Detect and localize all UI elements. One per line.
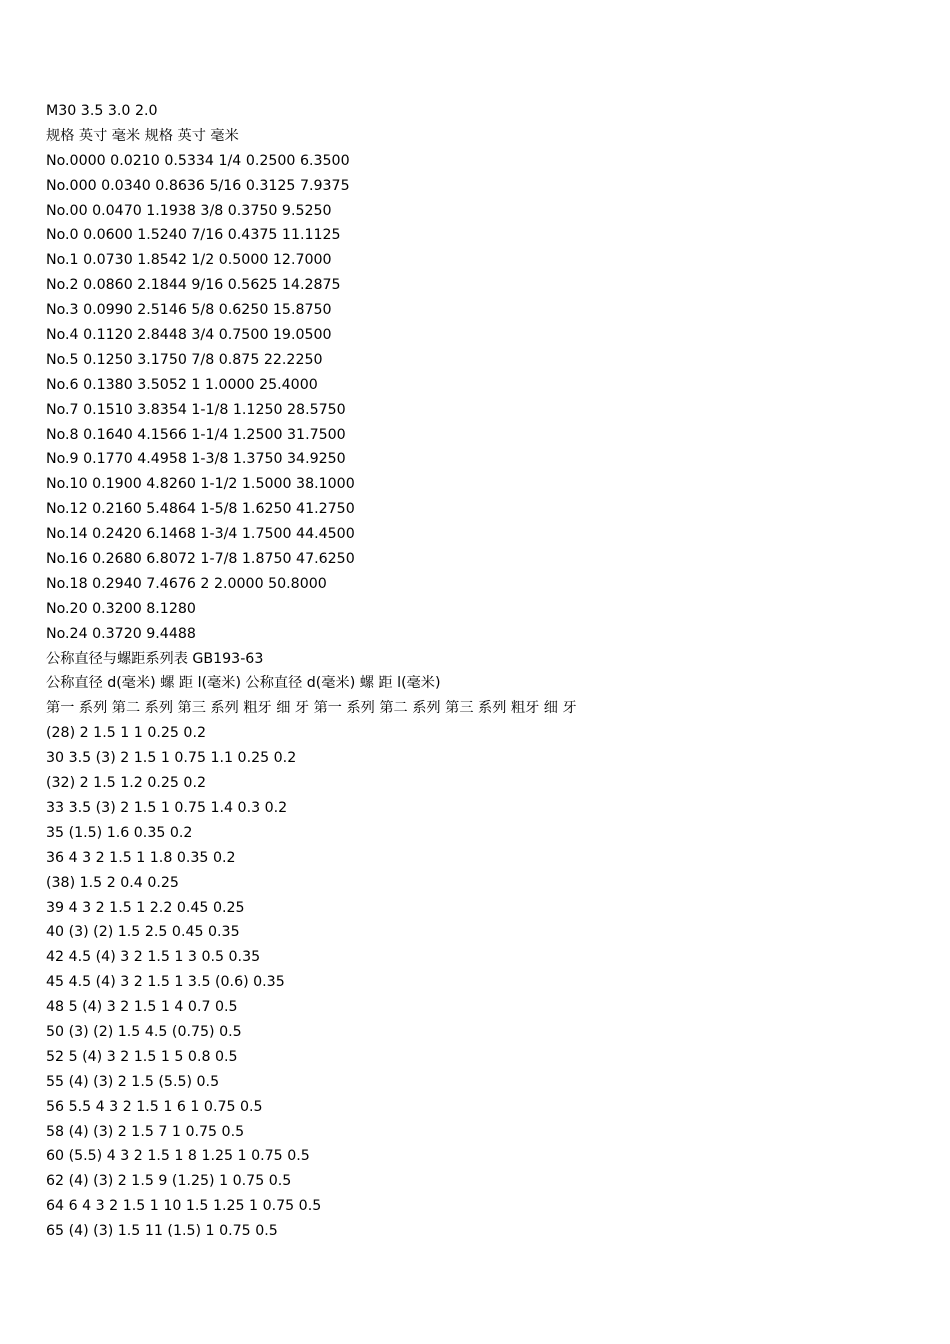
text-line: 56 5.5 4 3 2 1.5 1 6 1 0.75 0.5	[46, 1098, 263, 1115]
text-line: 39 4 3 2 1.5 1 2.2 0.45 0.25	[46, 899, 245, 916]
text-line: No.0000 0.0210 0.5334 1/4 0.2500 6.3500	[46, 152, 350, 169]
text-line: 45 4.5 (4) 3 2 1.5 1 3.5 (0.6) 0.35	[46, 974, 285, 991]
text-line: 42 4.5 (4) 3 2 1.5 1 3 0.5 0.35	[46, 949, 261, 966]
text-line: No.18 0.2940 7.4676 2 2.0000 50.8000	[46, 575, 327, 592]
text-line: No.7 0.1510 3.8354 1-1/8 1.1250 28.5750	[46, 401, 346, 418]
text-line: No.0 0.0600 1.5240 7/16 0.4375 11.1125	[46, 227, 341, 244]
text-line: (28) 2 1.5 1 1 0.25 0.2	[46, 725, 206, 742]
text-line: No.8 0.1640 4.1566 1-1/4 1.2500 31.7500	[46, 426, 346, 443]
text-line: 40 (3) (2) 1.5 2.5 0.45 0.35	[46, 924, 240, 941]
text-line: 55 (4) (3) 2 1.5 (5.5) 0.5	[46, 1073, 220, 1090]
document-page	[46, 99, 906, 1244]
text-line: M30 3.5 3.0 2.0	[46, 103, 158, 119]
text-line: 65 (4) (3) 1.5 11 (1.5) 1 0.75 0.5	[46, 1223, 278, 1240]
text-line: 33 3.5 (3) 2 1.5 1 0.75 1.4 0.3 0.2	[46, 799, 288, 816]
text-line: No.1 0.0730 1.8542 1/2 0.5000 12.7000	[46, 252, 332, 269]
text-line: (38) 1.5 2 0.4 0.25	[46, 874, 179, 891]
table-header-line: 公称直径 d(毫米) 螺 距 l(毫米) 公称直径 d(毫米) 螺 距 l(毫米)	[46, 675, 441, 692]
text-line: 52 5 (4) 3 2 1.5 1 5 0.8 0.5	[46, 1048, 238, 1065]
text-line: 48 5 (4) 3 2 1.5 1 4 0.7 0.5	[46, 999, 238, 1016]
text-line: 58 (4) (3) 2 1.5 7 1 0.75 0.5	[46, 1123, 245, 1140]
section-title: 公称直径与螺距系列表 GB193-63	[46, 650, 264, 667]
text-line: No.16 0.2680 6.8072 1-7/8 1.8750 47.6250	[46, 551, 355, 568]
text-line: No.12 0.2160 5.4864 1-5/8 1.6250 41.2750	[46, 501, 355, 518]
text-line: No.24 0.3720 9.4488	[46, 625, 196, 642]
text-line: No.3 0.0990 2.5146 5/8 0.6250 15.8750	[46, 302, 332, 319]
text-line: 64 6 4 3 2 1.5 1 10 1.5 1.25 1 0.75 0.5	[46, 1198, 322, 1215]
text-line: No.000 0.0340 0.8636 5/16 0.3125 7.9375	[46, 177, 350, 194]
text-line: 50 (3) (2) 1.5 4.5 (0.75) 0.5	[46, 1023, 242, 1040]
text-line: No.14 0.2420 6.1468 1-3/4 1.7500 44.4500	[46, 526, 355, 543]
table-header-line: 第一 系列 第二 系列 第三 系列 粗牙 细 牙 第一 系列 第二 系列 第三 系列 粗牙 细 牙	[46, 700, 577, 717]
text-line: No.6 0.1380 3.5052 1 1.0000 25.4000	[46, 376, 318, 393]
text-line: No.00 0.0470 1.1938 3/8 0.3750 9.5250	[46, 202, 332, 219]
text-line: 35 (1.5) 1.6 0.35 0.2	[46, 824, 193, 841]
text-line: No.2 0.0860 2.1844 9/16 0.5625 14.2875	[46, 277, 341, 294]
text-line: (32) 2 1.5 1.2 0.25 0.2	[46, 775, 206, 792]
text-line: No.5 0.1250 3.1750 7/8 0.875 22.2250	[46, 351, 323, 368]
text-line: No.4 0.1120 2.8448 3/4 0.7500 19.0500	[46, 327, 332, 344]
text-line: 36 4 3 2 1.5 1 1.8 0.35 0.2	[46, 849, 236, 866]
text-line: No.20 0.3200 8.1280	[46, 600, 196, 617]
text-line: 62 (4) (3) 2 1.5 9 (1.25) 1 0.75 0.5	[46, 1173, 292, 1190]
text-line: 30 3.5 (3) 2 1.5 1 0.75 1.1 0.25 0.2	[46, 750, 297, 767]
text-line: 60 (5.5) 4 3 2 1.5 1 8 1.25 1 0.75 0.5	[46, 1148, 310, 1165]
table-header-line: 规格 英寸 毫米 规格 英寸 毫米	[46, 127, 239, 144]
text-line: No.9 0.1770 4.4958 1-3/8 1.3750 34.9250	[46, 451, 346, 468]
text-line: No.10 0.1900 4.8260 1-1/2 1.5000 38.1000	[46, 476, 355, 493]
